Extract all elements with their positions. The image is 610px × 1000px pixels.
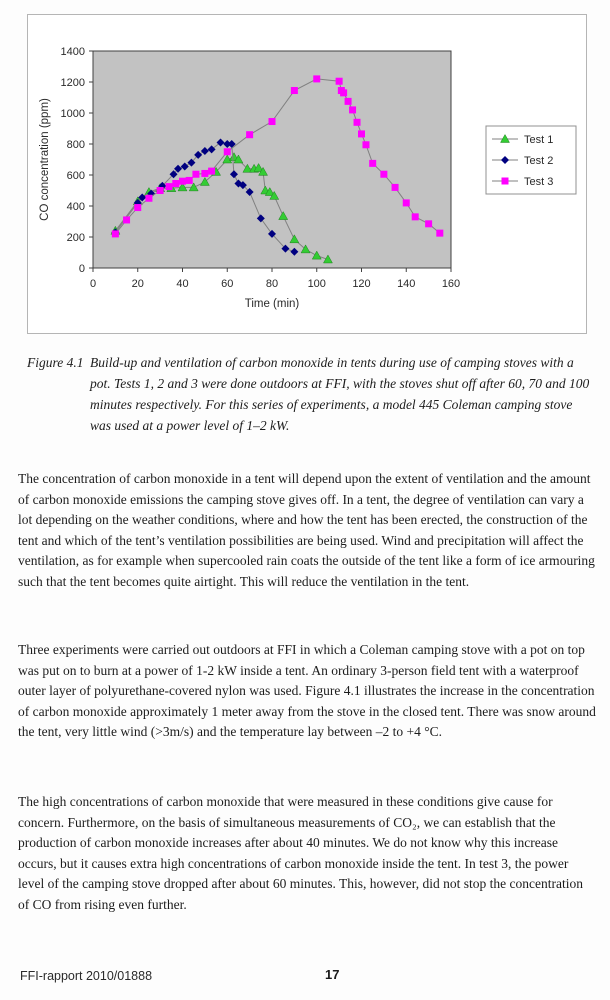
figure-4-1-chart-frame [27,14,587,334]
square-marker [224,148,231,155]
square-marker [380,171,387,178]
footer-report-id: FFI-rapport 2010/01888 [20,969,153,983]
x-axis-tick-label: 60 [221,278,234,290]
legend [486,126,576,194]
square-marker [369,160,376,167]
square-marker [336,78,343,85]
body-paragraph-3: The high concentrations of carbon monoxide that were measured in these conditions give cause for concern. Furthermore, on the basis of simultaneous measurements of CO₂, we can establish that the production of carbon monoxide increases after about 40 minutes. We do not know why this increase occurs, but it causes extra high concentrations of carbon monoxide inside the tent. In test 3, the power level of the camping stove dropped after about 60 minutes. This, however, did not stop the concentration of CO from rising even further. [18,794,583,912]
footer-page-number: 17 [325,967,340,982]
square-marker [345,98,352,105]
x-axis-tick-label: 100 [307,278,326,290]
square-marker [403,199,410,206]
square-marker [392,184,399,191]
square-marker [354,119,361,126]
y-axis-tick-label: 1400 [60,46,85,58]
legend-label: Test 1 [524,134,554,146]
y-axis-tick-label: 400 [66,201,85,213]
square-marker [186,177,193,184]
square-marker [436,230,443,237]
square-marker [179,178,186,185]
square-marker [134,204,141,211]
figure-caption [27,352,592,436]
square-marker [172,180,179,187]
legend-label: Test 3 [524,176,554,188]
y-axis-tick-label: 600 [66,170,85,182]
square-marker [340,89,347,96]
square-marker [269,118,276,125]
y-axis-tick-label: 1000 [60,108,85,120]
square-marker [192,171,199,178]
square-marker [358,130,365,137]
square-marker [208,168,215,175]
y-axis-tick-label: 800 [66,139,85,151]
y-axis-tick-label: 1200 [60,77,85,89]
square-marker [313,75,320,82]
square-marker [201,170,208,177]
y-axis-tick-label: 0 [78,263,85,275]
square-marker [123,216,130,223]
square-marker [157,187,164,194]
figure-caption-label: Figure 4.1 [27,355,84,370]
square-marker [166,183,173,190]
square-marker [362,141,369,148]
square-marker [291,87,298,94]
y-axis-title: CO concentration (ppm) [39,98,51,221]
square-marker [145,195,152,202]
square-marker [412,213,419,220]
square-marker [502,178,509,185]
square-marker [349,106,356,113]
figure-caption-text: Build-up and ventilation of carbon monoxide in tents during use of camping stoves with a pot. Tests 1, 2 and 3 were done outdoors at FFI, with the stoves shut off after 60, 70 and 100 minutes respectively. For this series of experiments, a model 445 Coleman camping stove was used at a power level of 1–2 kW. [90,355,590,433]
x-axis-tick-label: 0 [89,278,97,290]
x-axis-tick-label: 20 [131,278,144,290]
x-axis-tick-label: 40 [176,278,189,290]
x-axis-tick-label: 80 [265,278,279,290]
legend-label: Test 2 [524,155,554,167]
x-axis-tick-label: 160 [441,278,461,290]
co-concentration-chart [28,15,586,333]
x-axis-tick-label: 140 [397,278,416,290]
square-marker [112,230,119,237]
x-axis-tick-label: 120 [352,278,371,290]
body-paragraph-2: Three experiments were carried out outdoors at FFI in which a Coleman camping stove with a pot on top was put on to burn at a power of 1-2 kW inside a tent. An ordinary 3-person field tent with a waterproof outer layer of polyurethane-covered nylon was used. Figure 4.1 illustrates the increase in the concentration of carbon monoxide approximately 1 meter away from the stove in the closed tent. There was snow around the tent, very little wind (>3m/s) and the temperature lay between –2 to +4 °C. [18,642,596,740]
x-axis-title: Time (min) [244,298,300,310]
body-paragraph-1: The concentration of carbon monoxide in a tent will depend upon the extent of ventilation and the amount of carbon monoxide emissions the camping stove gives off. In a tent, the degree of ventilation can vary a lot depending on the weather conditions, where and how the tent has been erected, the construction of the tent and which of the tent’s ventilation possibilities are being used. Wind and precipitation will affect the ventilation, as for example when supercooled rain coats the outside of the tent like a form of ice armouring such that the tent becomes quite airtight. This will reduce the ventilation in the tent. [18,471,595,589]
y-axis-tick-label: 200 [66,232,85,244]
square-marker [246,131,253,138]
square-marker [425,220,432,227]
